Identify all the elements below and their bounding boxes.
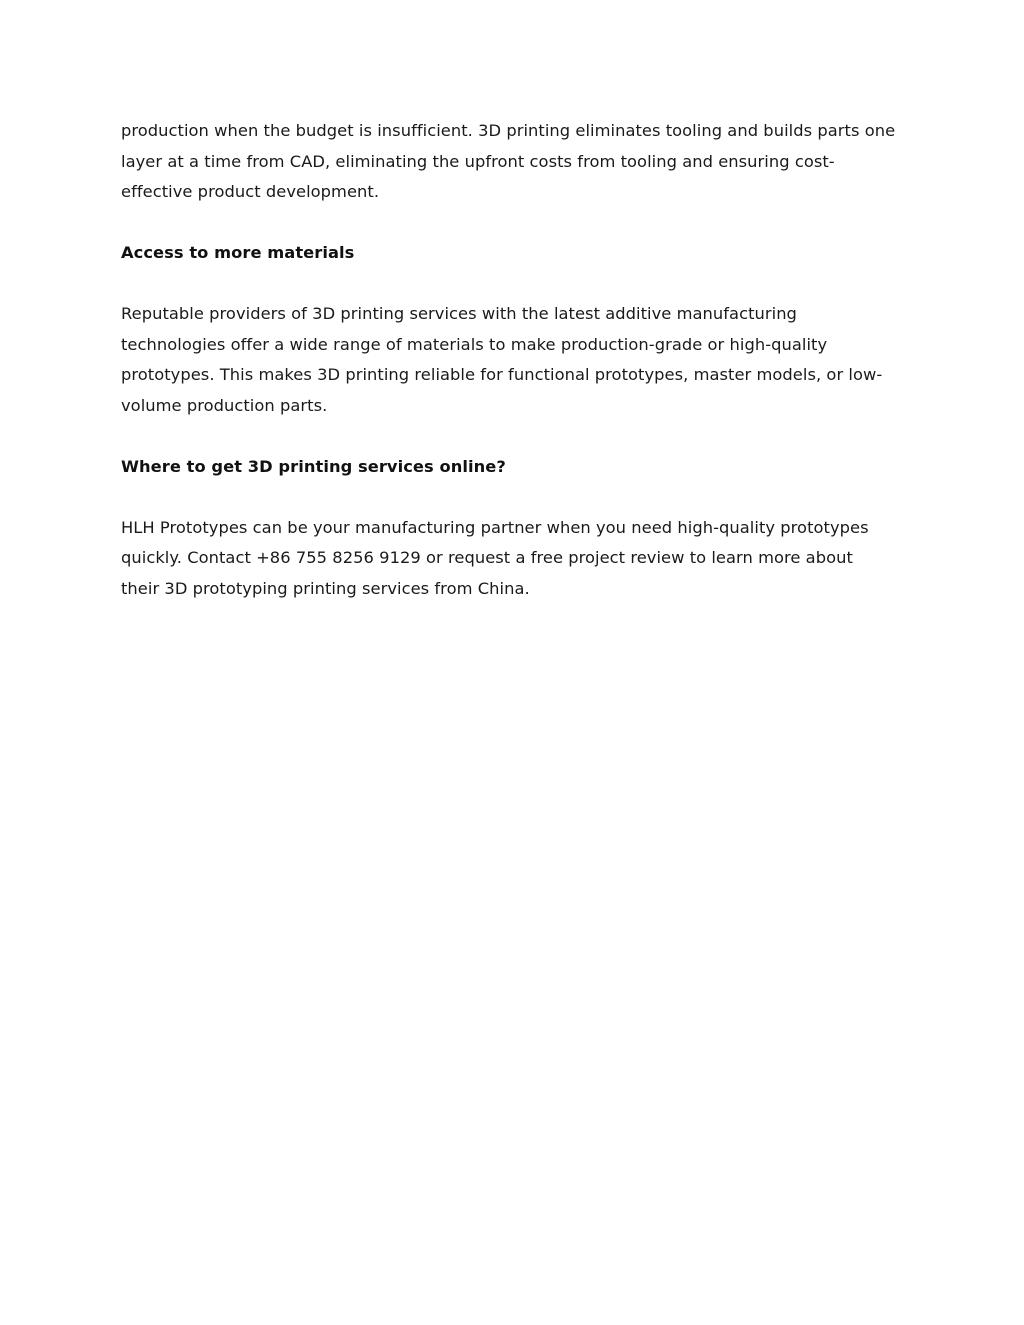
document-body <box>121 116 896 604</box>
section-body-materials: Reputable providers of 3D printing services with the latest additive manufacturing technologies offer a wide range of materials to make production-grade or high-quality prototypes. This makes 3D printing reliable for functional prototypes, master models, or low-volume production parts. <box>121 304 883 415</box>
section-body-where-to-get: HLH Prototypes can be your manufacturing partner when you need high-quality prototypes quickly. Contact +86 755 8256 9129 or request a free project review to learn more about their 3D prototyping printing services from China. <box>121 517 869 598</box>
section-heading-where-to-get: Where to get 3D printing services online? <box>121 456 506 476</box>
paragraph-spacer <box>121 421 896 452</box>
intro-paragraph: production when the budget is insufficient. 3D printing eliminates tooling and builds parts one layer at a time from CAD, eliminating the upfront costs from tooling and ensuring cost-effective product development. <box>121 121 896 201</box>
section-heading-materials: Access to more materials <box>121 243 355 262</box>
paragraph-spacer <box>121 482 896 513</box>
paragraph-spacer <box>121 208 896 239</box>
paragraph-spacer <box>121 269 896 300</box>
